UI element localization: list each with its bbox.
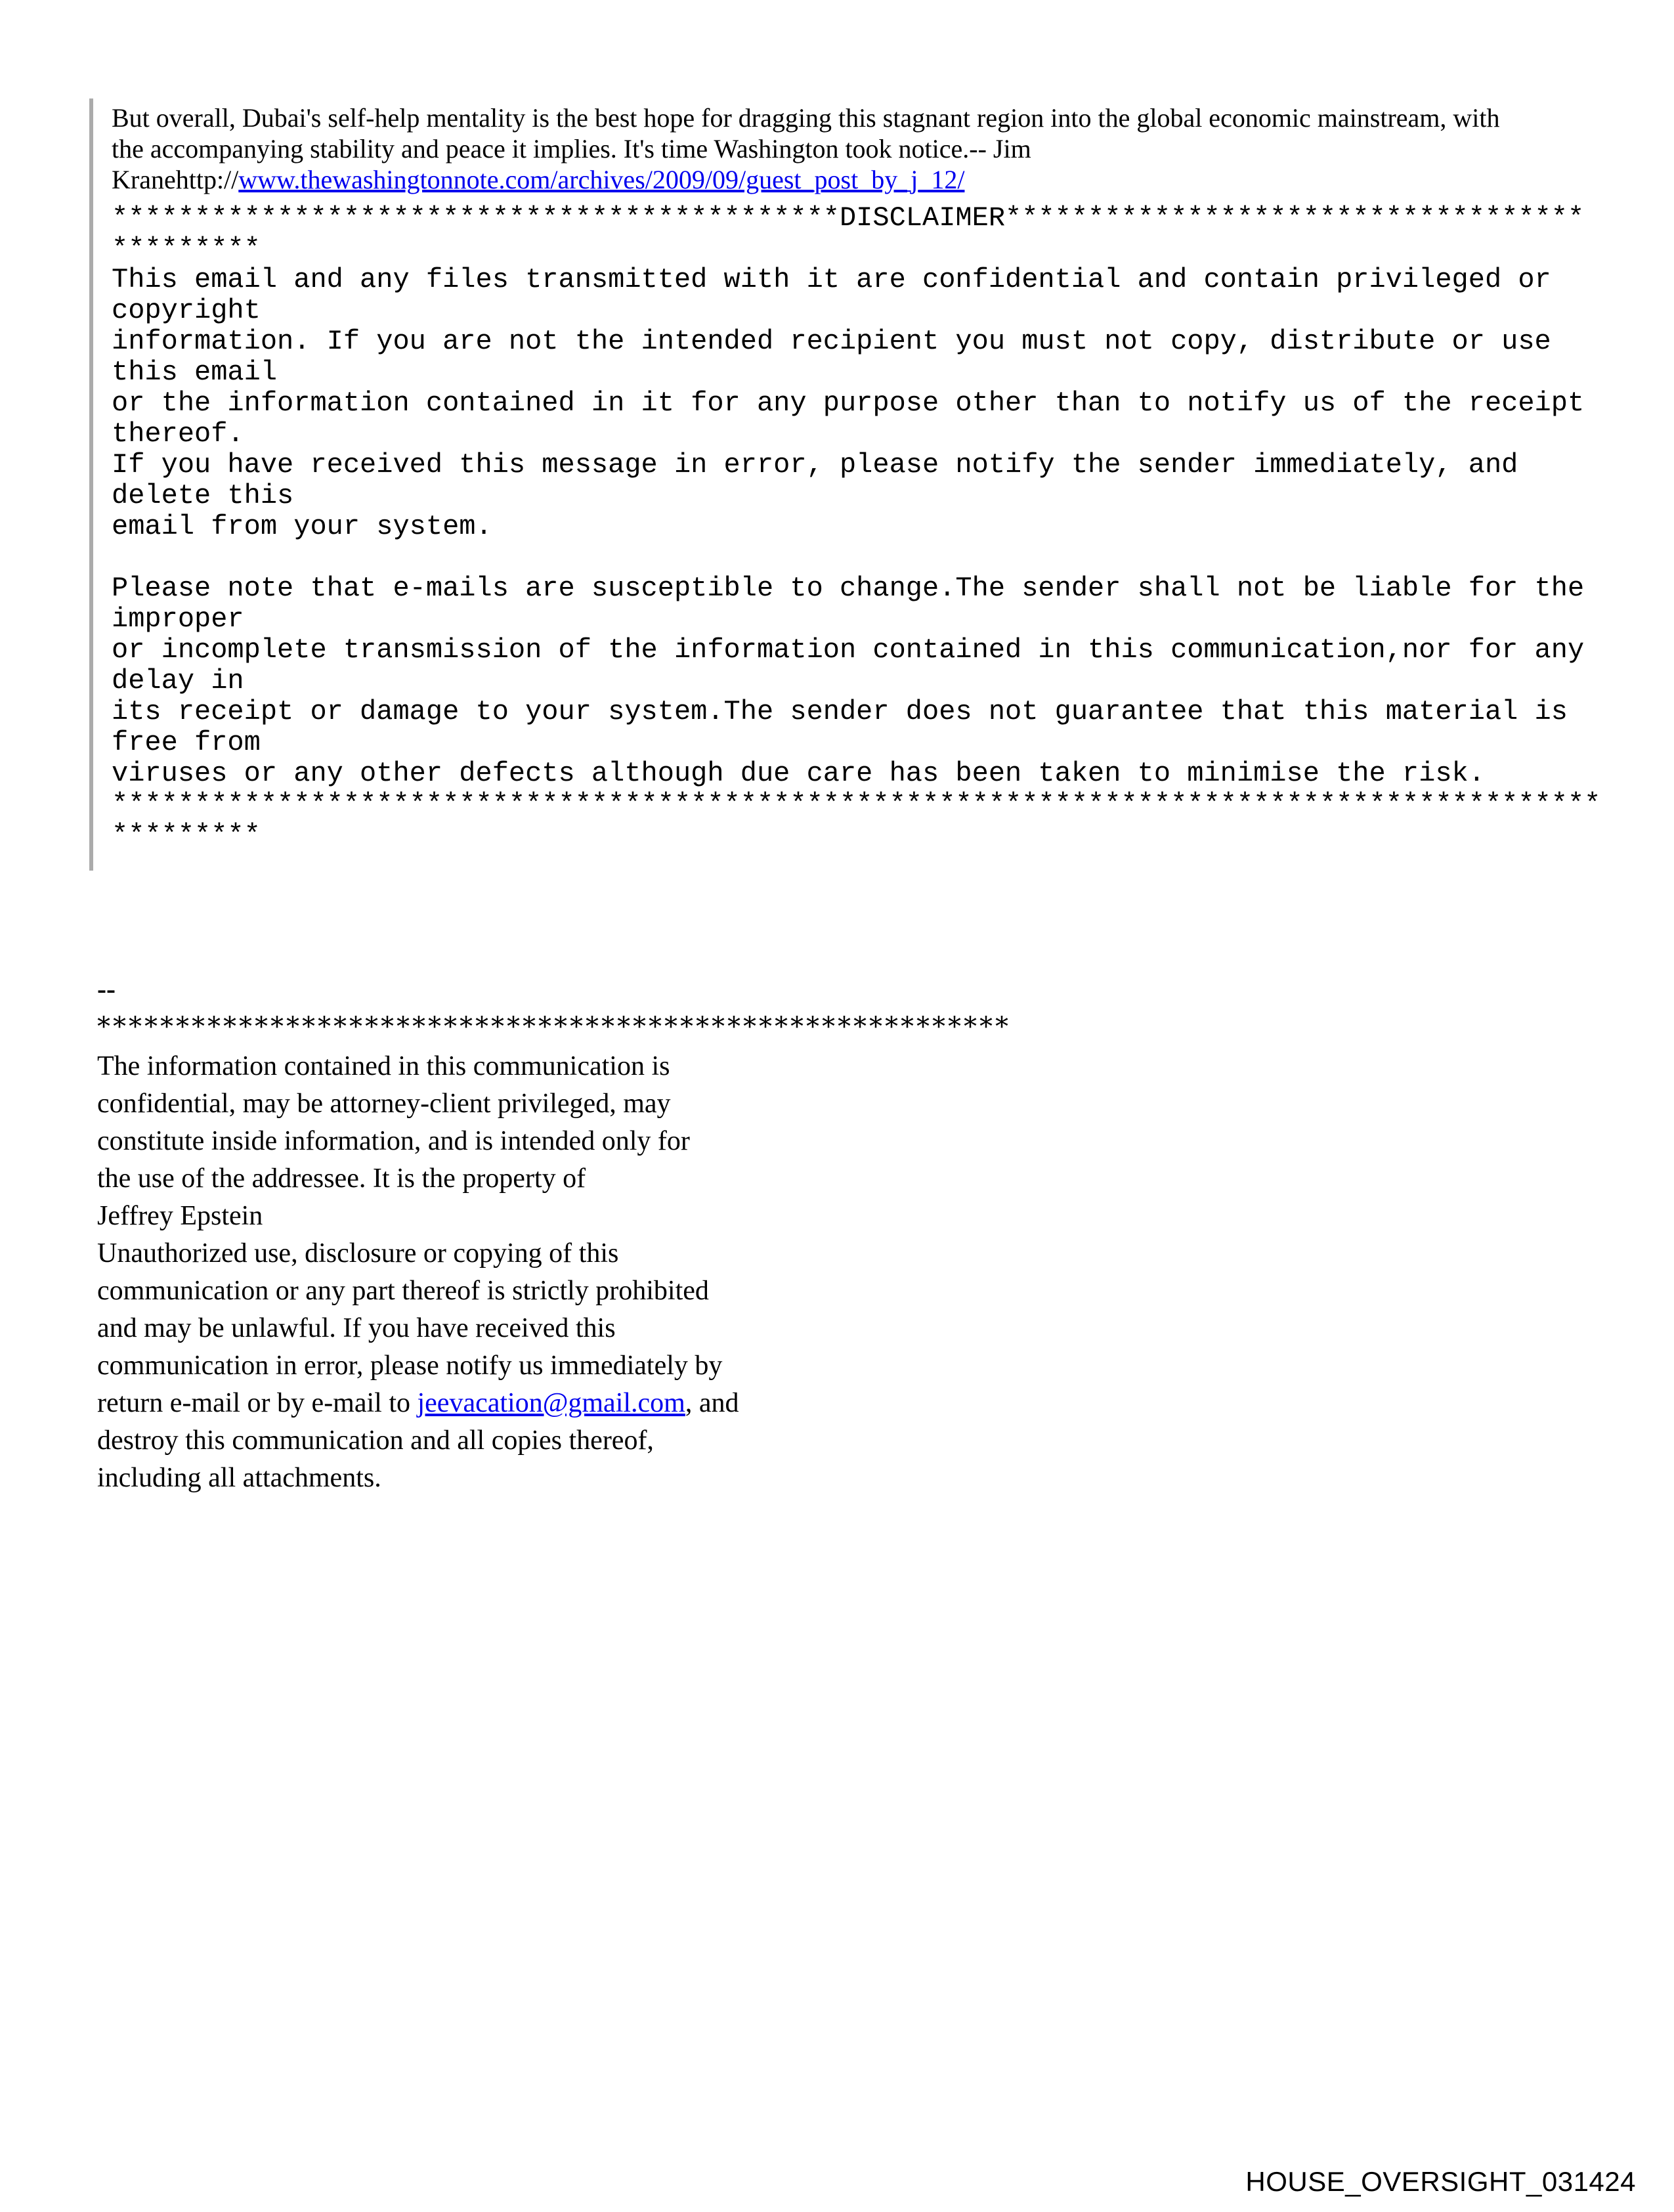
disclaimer-text-line: its receipt or damage to your system.The sender does not guarantee that this material is — [112, 696, 1568, 727]
signature-email-link-line — [97, 1385, 1011, 1422]
disclaimer-text-line: delete this — [112, 480, 294, 511]
signature-separator: -- — [97, 974, 116, 1005]
disclaimer-text-line: or incomplete transmission of the information contained in this communication,nor for any — [112, 634, 1585, 666]
disclaimer-text-line: email from your system. — [112, 511, 492, 542]
disclaimer-header-line: ********************************************DISCLAIMER*********************************** — [112, 202, 1585, 234]
disclaimer-text-line: improper — [112, 603, 244, 635]
jeevacation-email-link[interactable]: jeevacation@gmail.com — [417, 1388, 685, 1418]
disclaimer-text-line: Please note that e-mails are susceptible to change.The sender shall not be liable for the — [112, 573, 1585, 604]
signature-text-line: communication or any part thereof is strictly prohibited — [97, 1276, 709, 1306]
disclaimer-text-line: or the information contained in it for any purpose other than to notify us of the receipt — [112, 387, 1585, 419]
disclaimer-footer-line: ****************************************************************************************** — [112, 789, 1601, 820]
disclaimer-text-line: information. If you are not the intended recipient you must not copy, distribute or use — [112, 326, 1551, 357]
link-prefix-text: return e-mail or by e-mail to — [97, 1388, 418, 1418]
disclaimer-text-line: this email — [112, 357, 278, 388]
signature-text-line: Jeffrey Epstein — [97, 1201, 263, 1231]
quoted-intro-link-line — [112, 164, 1600, 195]
signature-text-line: communication in error, please notify us immediately by — [97, 1351, 723, 1381]
disclaimer-text-line: viruses or any other defects although due care has been taken to minimise the risk. — [112, 758, 1485, 789]
bates-stamp: HOUSE_OVERSIGHT_031424 — [1245, 2166, 1636, 2197]
signature-text-line: destroy this communication and all copies thereof, — [97, 1425, 654, 1456]
disclaimer-header-line: ********* — [112, 233, 261, 265]
link-suffix-text: , and — [685, 1388, 739, 1418]
disclaimer-blank-line — [112, 542, 1600, 573]
link-prefix-text: Kranehttp:// — [112, 165, 239, 194]
disclaimer-text-line: thereof. — [112, 418, 244, 450]
signature-text-line: Unauthorized use, disclosure or copying of this — [97, 1238, 619, 1269]
disclaimer-text-line: copyright — [112, 295, 261, 326]
disclaimer-text-line: This email and any files transmitted with it are confidential and contain privileged or — [112, 264, 1551, 295]
quoted-intro-line: the accompanying stability and peace it implies. It's time Washington took notice.-- Jim — [112, 134, 1031, 163]
disclaimer-text-line: delay in — [112, 665, 244, 697]
quoted-intro-line: But overall, Dubai's self-help mentality is the best hope for dragging this stagnant region into the global economic mainstream, with — [112, 103, 1500, 133]
washingtonnote-link[interactable]: www.thewashingtonnote.com/archives/2009/09/guest_post_by_j_12/ — [238, 165, 965, 194]
disclaimer-text-line: free from — [112, 727, 261, 758]
quoted-message — [89, 98, 1600, 871]
signature-text-line: confidential, may be attorney-client privileged, may — [97, 1089, 671, 1119]
quoted-intro-paragraph — [112, 102, 1600, 195]
signature-confidentiality-block — [97, 973, 1011, 1497]
disclaimer-text-line: If you have received this message in error, please notify the sender immediately, and — [112, 449, 1518, 481]
email-disclaimer-block — [112, 203, 1600, 851]
signature-text-line: including all attachments. — [97, 1463, 381, 1493]
signature-text-line: and may be unlawful. If you have received this — [97, 1313, 616, 1343]
disclaimer-footer-line: ********* — [112, 819, 261, 851]
signature-text-line: the use of the addressee. It is the property of — [97, 1163, 586, 1194]
signature-text-line: The information contained in this communication is — [97, 1051, 670, 1081]
signature-text-line: constitute inside information, and is intended only for — [97, 1126, 690, 1156]
signature-stars-divider: ********************************************************** — [97, 1012, 1011, 1042]
